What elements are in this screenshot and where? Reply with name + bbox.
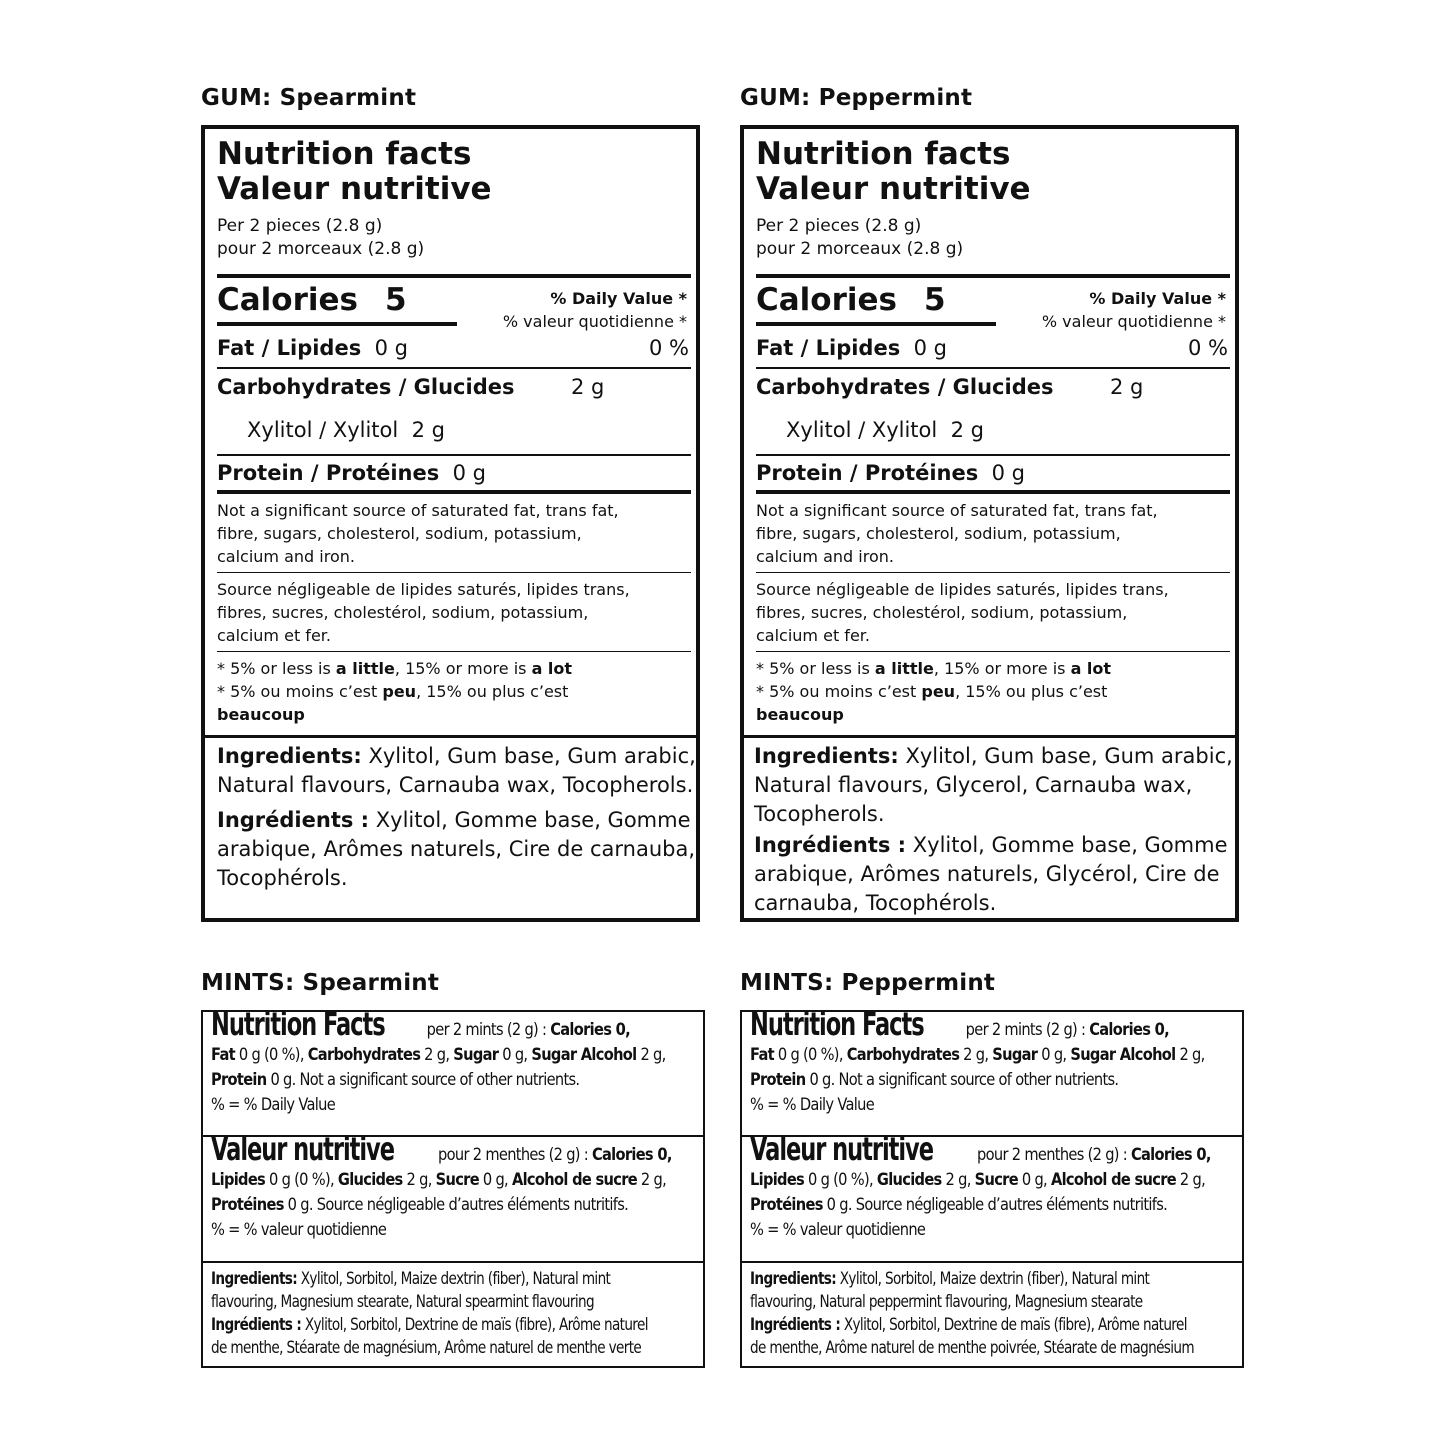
vn-text: 2 g, bbox=[636, 1170, 667, 1190]
protein-value: 0 g bbox=[991, 461, 1025, 485]
nutrition-facts-heading: Nutrition facts bbox=[756, 136, 1011, 172]
mints-spearmint-title: MINTS: Spearmint bbox=[201, 970, 440, 996]
footnote-text: , 15% ou plus c’est bbox=[955, 682, 1108, 701]
note-line: fibres, sucres, cholestérol, sodium, potassium, bbox=[756, 603, 1128, 622]
calories-underline bbox=[217, 322, 457, 326]
valeur-nutritive-heading: Valeur nutritive bbox=[756, 171, 1031, 207]
note-line: Not a significant source of saturated fat, trans fat, bbox=[756, 501, 1158, 520]
vn-bold: Alcohol de sucre bbox=[511, 1170, 637, 1190]
ingredients-en bbox=[217, 742, 696, 800]
daily-value-header-en: % Daily Value * bbox=[550, 289, 687, 308]
carbohydrate-label: Carbohydrates / Glucides bbox=[217, 375, 515, 399]
footnote-emphasis: a lot bbox=[1070, 659, 1112, 678]
ingredients-text: Xylitol, Sorbitol, Maize dextrin (fiber), Natural mint bbox=[297, 1269, 611, 1289]
footnote-text: * 5% or less is bbox=[756, 659, 875, 678]
nf-bold: Fat bbox=[211, 1045, 235, 1065]
vn-line-2 bbox=[750, 1168, 1206, 1193]
nf-bold: Calories 0, bbox=[550, 1020, 630, 1040]
valeur-nutritive-heading: Valeur nutritive bbox=[217, 171, 492, 207]
footnote-emphasis: beaucoup bbox=[756, 705, 844, 724]
nf-bold: Sugar Alcohol bbox=[1070, 1045, 1176, 1065]
fat-row bbox=[217, 330, 691, 369]
nf-line-2 bbox=[750, 1043, 1205, 1068]
footnote-text: * 5% ou moins c’est bbox=[756, 682, 922, 701]
xylitol-row: Xylitol / Xylitol 2 g bbox=[756, 406, 1230, 456]
vn-text: 2 g, bbox=[402, 1170, 436, 1190]
carbohydrate-row bbox=[217, 369, 691, 406]
carbohydrate-value: 2 g bbox=[1110, 375, 1144, 399]
nf-bold: Sugar Alcohol bbox=[531, 1045, 637, 1065]
fat-label: Fat / Lipides bbox=[217, 336, 362, 360]
nf-bold: Calories 0, bbox=[1089, 1020, 1169, 1040]
nutrition-facts-heading: Nutrition Facts bbox=[750, 1005, 924, 1043]
ingredients-line bbox=[211, 1314, 648, 1337]
note-line: fibre, sugars, cholesterol, sodium, potassium, bbox=[756, 524, 1121, 543]
protein-value: 0 g bbox=[452, 461, 486, 485]
valeur-nutritive-fr-section bbox=[742, 1130, 1242, 1263]
mints-peppermint-title: MINTS: Peppermint bbox=[740, 970, 996, 996]
footnote-en bbox=[756, 657, 1236, 680]
daily-value-footnote bbox=[217, 652, 697, 730]
nf-bold: Carbohydrates bbox=[307, 1045, 421, 1065]
vn-text: 0 g. Source négligeable d’autres éléments nutritifs. bbox=[822, 1195, 1168, 1215]
calories-label: Calories bbox=[217, 282, 358, 318]
ingredients-text: Xylitol, Gomme base, Gomme bbox=[369, 808, 691, 832]
note-line: Source négligeable de lipides saturés, lipides trans, bbox=[217, 580, 630, 599]
nf-bold: Carbohydrates bbox=[846, 1045, 960, 1065]
protein-label: Protein / Protéines bbox=[217, 461, 440, 485]
nutrition-facts-heading: Nutrition facts bbox=[217, 136, 472, 172]
ingredients-label: Ingredients: bbox=[217, 744, 362, 768]
vn-text: pour 2 menthes (2 g) : bbox=[434, 1145, 592, 1165]
note-line: fibres, sucres, cholestérol, sodium, potassium, bbox=[217, 603, 589, 622]
nf-text: 0 g. Not a significant source of other nutrients. bbox=[266, 1070, 580, 1090]
gum-peppermint-nutrition-panel bbox=[740, 125, 1239, 922]
footnote-emphasis: a little bbox=[335, 659, 395, 678]
fat-value: 0 g bbox=[374, 336, 408, 360]
serving-size-en: Per 2 pieces (2.8 g) bbox=[217, 216, 383, 236]
nf-bold: Sugar bbox=[992, 1045, 1038, 1065]
footnote-emphasis: peu bbox=[921, 682, 956, 701]
footnote-fr bbox=[756, 680, 1236, 703]
nf-line-1 bbox=[750, 1005, 1169, 1043]
calories-underline bbox=[756, 322, 996, 326]
vn-bold: Protéines bbox=[211, 1195, 284, 1215]
vn-line-4: % = % valeur quotidienne bbox=[211, 1220, 387, 1240]
ingredients-section bbox=[744, 735, 1235, 924]
nf-bold: Sugar bbox=[453, 1045, 499, 1065]
footnote-text: * 5% ou moins c’est bbox=[217, 682, 383, 701]
ingredients-line bbox=[750, 1268, 1150, 1291]
ingredients-section bbox=[205, 735, 696, 899]
ingredients-label: Ingrédients : bbox=[217, 808, 370, 832]
nf-text: 0 g, bbox=[498, 1045, 532, 1065]
valeur-nutritive-heading: Valeur nutritive bbox=[750, 1130, 933, 1168]
not-significant-note-fr bbox=[756, 573, 1236, 651]
vn-bold: Glucides bbox=[337, 1170, 403, 1190]
nf-text: 0 g (0 %), bbox=[234, 1045, 308, 1065]
ingredients-line: flavouring, Natural peppermint flavouring, Magnesium stearate bbox=[750, 1292, 1143, 1312]
ingredients-text: Tocophérols. bbox=[217, 866, 348, 890]
xylitol-row: Xylitol / Xylitol 2 g bbox=[217, 406, 691, 456]
vn-text: 0 g (0 %), bbox=[265, 1170, 338, 1190]
footnote-text: , 15% or more is bbox=[933, 659, 1071, 678]
not-significant-note-fr bbox=[217, 573, 697, 651]
not-significant-note-en bbox=[756, 494, 1236, 572]
note-line: Not a significant source of saturated fat, trans fat, bbox=[217, 501, 619, 520]
ingredients-label: Ingrédients : bbox=[750, 1315, 841, 1335]
ingredients-label: Ingrédients : bbox=[754, 833, 907, 857]
ingredients-text: arabique, Arômes naturels, Cire de carnauba, bbox=[217, 837, 695, 861]
nutrition-facts-en-section bbox=[203, 1005, 703, 1137]
ingredients-line: de menthe, Stéarate de magnésium, Arôme naturel de menthe verte bbox=[211, 1338, 642, 1358]
ingredients-text: Xylitol, Sorbitol, Maize dextrin (fiber), Natural mint bbox=[836, 1269, 1150, 1289]
ingredients-line: de menthe, Arôme naturel de menthe poivrée, Stéarate de magnésium bbox=[750, 1338, 1194, 1358]
vn-line-1 bbox=[211, 1130, 672, 1168]
ingredients-label: Ingredients: bbox=[750, 1269, 837, 1289]
ingredients-text: Xylitol, Sorbitol, Dextrine de maïs (fibre), Arôme naturel bbox=[840, 1315, 1187, 1335]
protein-label: Protein / Protéines bbox=[756, 461, 979, 485]
ingredients-text: Natural flavours, Glycerol, Carnauba wax, bbox=[754, 773, 1193, 797]
vn-bold: Calories 0, bbox=[1130, 1145, 1211, 1165]
ingredients-section bbox=[203, 1263, 703, 1360]
mints-peppermint-nutrition-panel bbox=[740, 1005, 1244, 1368]
not-significant-note-en bbox=[217, 494, 697, 572]
ingredients-line bbox=[211, 1268, 611, 1291]
mints-spearmint-nutrition-panel bbox=[201, 1005, 705, 1368]
vn-line-3 bbox=[211, 1193, 627, 1218]
calories-value: 5 bbox=[924, 282, 946, 318]
protein-row bbox=[217, 456, 691, 494]
vn-line-1 bbox=[750, 1130, 1211, 1168]
nf-text: per 2 mints (2 g) : bbox=[961, 1020, 1090, 1040]
nf-text: per 2 mints (2 g) : bbox=[422, 1020, 551, 1040]
vn-text: 0 g, bbox=[1017, 1170, 1051, 1190]
ingredients-text: arabique, Arômes naturels, Glycérol, Cire de bbox=[754, 862, 1220, 886]
nf-line-4: % = % Daily Value bbox=[750, 1095, 875, 1115]
fat-value: 0 g bbox=[913, 336, 947, 360]
serving-size-en: Per 2 pieces (2.8 g) bbox=[756, 216, 922, 236]
vn-text: 0 g (0 %), bbox=[804, 1170, 877, 1190]
nf-bold: Fat bbox=[750, 1045, 774, 1065]
note-line: fibre, sugars, cholesterol, sodium, potassium, bbox=[217, 524, 582, 543]
vn-bold: Lipides bbox=[211, 1170, 266, 1190]
gum-spearmint-title: GUM: Spearmint bbox=[201, 85, 417, 111]
ingredients-line: flavouring, Magnesium stearate, Natural spearmint flavouring bbox=[211, 1292, 594, 1312]
nf-text: 2 g, bbox=[959, 1045, 993, 1065]
vn-bold: Lipides bbox=[750, 1170, 805, 1190]
daily-value-footnote bbox=[756, 652, 1236, 730]
footnote-text: * 5% or less is bbox=[217, 659, 336, 678]
serving-size-fr: pour 2 morceaux (2.8 g) bbox=[756, 239, 964, 259]
note-line: Source négligeable de lipides saturés, lipides trans, bbox=[756, 580, 1169, 599]
ingredients-label: Ingrédients : bbox=[211, 1315, 302, 1335]
nf-text: 2 g, bbox=[1175, 1045, 1205, 1065]
nf-text: 0 g, bbox=[1037, 1045, 1071, 1065]
note-line: calcium et fer. bbox=[217, 626, 331, 645]
carbohydrate-row bbox=[756, 369, 1230, 406]
vn-line-3 bbox=[750, 1193, 1166, 1218]
footnote-text: , 15% ou plus c’est bbox=[416, 682, 569, 701]
carbohydrate-value: 2 g bbox=[571, 375, 605, 399]
ingredients-text: Xylitol, Gomme base, Gomme bbox=[906, 833, 1228, 857]
ingredients-text: Xylitol, Gum base, Gum arabic, bbox=[361, 744, 696, 768]
daily-value-header-fr: % valeur quotidienne * bbox=[502, 312, 687, 331]
nf-line-2 bbox=[211, 1043, 666, 1068]
nf-bold: Protein bbox=[211, 1070, 267, 1090]
vn-text: pour 2 menthes (2 g) : bbox=[973, 1145, 1131, 1165]
footnote-emphasis: a little bbox=[874, 659, 934, 678]
fat-percent: 0 % bbox=[649, 336, 689, 360]
nf-text: 0 g (0 %), bbox=[773, 1045, 847, 1065]
carbohydrate-label: Carbohydrates / Glucides bbox=[756, 375, 1054, 399]
nf-bold: Protein bbox=[750, 1070, 806, 1090]
note-line: calcium et fer. bbox=[756, 626, 870, 645]
vn-bold: Sucre bbox=[974, 1170, 1018, 1190]
nf-line-3 bbox=[750, 1068, 1166, 1093]
calories-label: Calories bbox=[756, 282, 897, 318]
vn-text: 2 g, bbox=[941, 1170, 975, 1190]
fat-row bbox=[756, 330, 1230, 369]
vn-bold: Glucides bbox=[876, 1170, 942, 1190]
footnote-en bbox=[217, 657, 697, 680]
ingredients-text: Natural flavours, Carnauba wax, Tocopherols. bbox=[217, 773, 694, 797]
vn-text: 0 g. Source négligeable d’autres éléments nutritifs. bbox=[283, 1195, 629, 1215]
protein-row bbox=[756, 456, 1230, 494]
vn-bold: Sucre bbox=[435, 1170, 479, 1190]
ingredients-en bbox=[754, 742, 1235, 829]
gum-peppermint-title: GUM: Peppermint bbox=[740, 85, 973, 111]
vn-bold: Alcohol de sucre bbox=[1050, 1170, 1176, 1190]
ingredients-text: Xylitol, Sorbitol, Dextrine de maïs (fibre), Arôme naturel bbox=[301, 1315, 648, 1335]
calories-row bbox=[217, 278, 691, 330]
nutrition-facts-heading: Nutrition Facts bbox=[211, 1005, 385, 1043]
vn-line-2 bbox=[211, 1168, 667, 1193]
footnote-emphasis: a lot bbox=[531, 659, 573, 678]
ingredients-fr bbox=[754, 831, 1235, 918]
ingredients-text: carnauba, Tocophérols. bbox=[754, 891, 997, 915]
footnote-emphasis: peu bbox=[382, 682, 417, 701]
calories-value: 5 bbox=[385, 282, 407, 318]
ingredients-line bbox=[750, 1314, 1187, 1337]
vn-line-4: % = % valeur quotidienne bbox=[750, 1220, 926, 1240]
nf-line-1 bbox=[211, 1005, 630, 1043]
serving-size-fr: pour 2 morceaux (2.8 g) bbox=[217, 239, 425, 259]
vn-bold: Protéines bbox=[750, 1195, 823, 1215]
daily-value-header-en: % Daily Value * bbox=[1089, 289, 1226, 308]
nf-line-4: % = % Daily Value bbox=[211, 1095, 336, 1115]
ingredients-section bbox=[742, 1263, 1242, 1360]
fat-label: Fat / Lipides bbox=[756, 336, 901, 360]
daily-value-header-fr: % valeur quotidienne * bbox=[1041, 312, 1226, 331]
nf-text: 0 g. Not a significant source of other nutrients. bbox=[805, 1070, 1119, 1090]
gum-spearmint-nutrition-panel bbox=[201, 125, 700, 922]
nf-text: 2 g, bbox=[636, 1045, 666, 1065]
vn-bold: Calories 0, bbox=[591, 1145, 672, 1165]
note-line: calcium and iron. bbox=[217, 547, 355, 566]
note-line: calcium and iron. bbox=[756, 547, 894, 566]
nf-line-3 bbox=[211, 1068, 627, 1093]
ingredients-fr bbox=[217, 806, 696, 893]
ingredients-text: Tocopherols. bbox=[754, 802, 885, 826]
ingredients-text: Xylitol, Gum base, Gum arabic, bbox=[898, 744, 1233, 768]
vn-text: 2 g, bbox=[1175, 1170, 1206, 1190]
fat-percent: 0 % bbox=[1188, 336, 1228, 360]
nf-text: 2 g, bbox=[420, 1045, 454, 1065]
ingredients-label: Ingredients: bbox=[211, 1269, 298, 1289]
footnote-text: , 15% or more is bbox=[394, 659, 532, 678]
vn-text: 0 g, bbox=[478, 1170, 512, 1190]
footnote-fr bbox=[217, 680, 697, 703]
valeur-nutritive-fr-section bbox=[203, 1130, 703, 1263]
valeur-nutritive-heading: Valeur nutritive bbox=[211, 1130, 394, 1168]
nutrition-facts-en-section bbox=[742, 1005, 1242, 1137]
ingredients-label: Ingredients: bbox=[754, 744, 899, 768]
calories-row bbox=[756, 278, 1230, 330]
footnote-emphasis: beaucoup bbox=[217, 705, 305, 724]
